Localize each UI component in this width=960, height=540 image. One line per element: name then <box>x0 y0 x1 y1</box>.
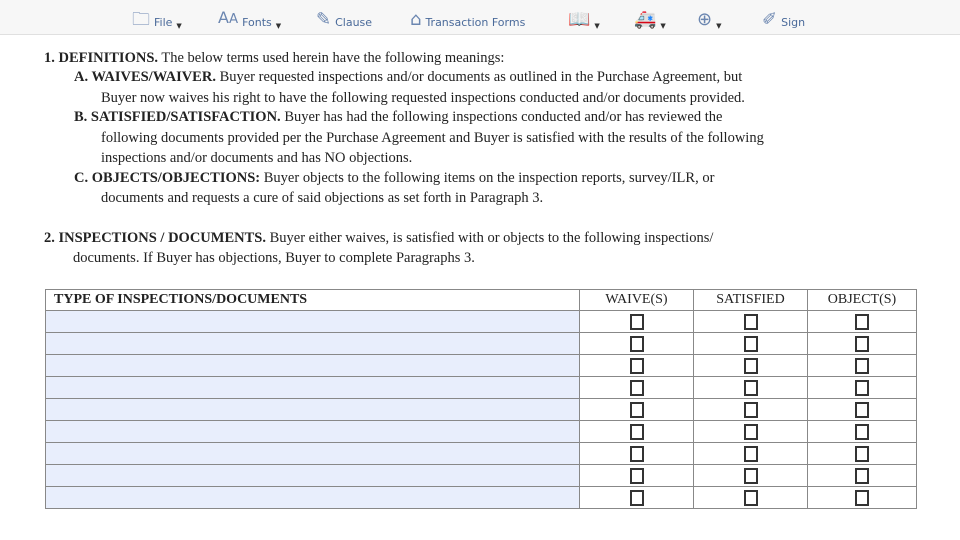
inspection-type-input[interactable] <box>46 399 580 421</box>
ambulance-menu[interactable] <box>634 8 666 30</box>
waive-cell <box>580 377 694 399</box>
header-type: TYPE OF INSPECTIONS/DOCUMENTS <box>46 290 580 311</box>
table-row <box>46 377 917 399</box>
satisfied-cell <box>694 311 808 333</box>
inspection-type-input[interactable] <box>46 443 580 465</box>
object-checkbox[interactable] <box>855 402 869 418</box>
clause-button[interactable]: ✎ Clause <box>316 9 373 30</box>
waive-checkbox[interactable] <box>630 446 644 462</box>
waive-checkbox[interactable] <box>630 314 644 330</box>
definition-a: A. WAIVES/WAIVER. Buyer requested inspections and/or documents as outlined in the Purchase Agreement, but <box>74 69 743 85</box>
folder-icon: 🗀 <box>132 9 150 30</box>
waive-cell <box>580 333 694 355</box>
satisfied-cell <box>694 355 808 377</box>
table-row <box>46 443 917 465</box>
object-cell <box>808 333 917 355</box>
caret-down-icon: ▼ <box>275 22 282 30</box>
table-row <box>46 399 917 421</box>
satisfied-checkbox[interactable] <box>744 336 758 352</box>
object-checkbox[interactable] <box>855 380 869 396</box>
inspections-table <box>45 289 917 509</box>
object-checkbox[interactable] <box>855 336 869 352</box>
header-object: OBJECT(S) <box>808 290 917 311</box>
waive-checkbox[interactable] <box>630 468 644 484</box>
table-row <box>46 487 917 509</box>
file-menu[interactable]: 🗀 File ▼ <box>132 9 182 30</box>
definition-a-line2: Buyer now waives his right to have the following requested inspections conducted and/or documents provided. <box>101 90 745 106</box>
definitions-heading: 1. DEFINITIONS. The below terms used herein have the following meanings: <box>44 50 505 66</box>
object-checkbox[interactable] <box>855 314 869 330</box>
definition-b-line2: following documents provided per the Purchase Agreement and Buyer is satisfied with the results of the following <box>101 130 764 146</box>
waive-checkbox[interactable] <box>630 336 644 352</box>
inspection-type-input[interactable] <box>46 377 580 399</box>
transaction-forms-button[interactable]: ⌂ Transaction Forms <box>410 9 526 30</box>
waive-checkbox[interactable] <box>630 424 644 440</box>
object-checkbox[interactable] <box>855 358 869 374</box>
satisfied-cell <box>694 333 808 355</box>
satisfied-checkbox[interactable] <box>744 358 758 374</box>
inspections-line2: documents. If Buyer has objections, Buyer to complete Paragraphs 3. <box>73 250 475 266</box>
satisfied-cell <box>694 399 808 421</box>
waive-cell <box>580 487 694 509</box>
object-cell <box>808 443 917 465</box>
waive-checkbox[interactable] <box>630 380 644 396</box>
table-row <box>46 311 917 333</box>
toolbar <box>0 0 960 35</box>
waive-cell <box>580 465 694 487</box>
object-cell <box>808 487 917 509</box>
zoom-in-icon: ⊕ <box>697 9 713 30</box>
waive-cell <box>580 399 694 421</box>
object-cell <box>808 377 917 399</box>
font-size-icon: AA <box>218 8 239 27</box>
waive-cell <box>580 443 694 465</box>
waive-checkbox[interactable] <box>630 402 644 418</box>
inspection-type-input[interactable] <box>46 311 580 333</box>
caret-down-icon: ▼ <box>660 22 666 30</box>
table-row <box>46 355 917 377</box>
object-cell <box>808 311 917 333</box>
satisfied-cell <box>694 421 808 443</box>
object-cell <box>808 399 917 421</box>
satisfied-checkbox[interactable] <box>744 468 758 484</box>
inspection-type-input[interactable] <box>46 421 580 443</box>
satisfied-checkbox[interactable] <box>744 380 758 396</box>
inspection-type-input[interactable] <box>46 465 580 487</box>
header-satisfied: SATISFIED <box>694 290 808 311</box>
table-row <box>46 421 917 443</box>
object-checkbox[interactable] <box>855 446 869 462</box>
edit-square-icon: ✎ <box>316 9 332 30</box>
inspection-type-input[interactable] <box>46 333 580 355</box>
pen-icon: ✐ <box>762 9 778 30</box>
book-icon: 📖 <box>568 9 591 30</box>
satisfied-cell <box>694 487 808 509</box>
inspections-heading: 2. INSPECTIONS / DOCUMENTS. Buyer either waives, is satisfied with or objects to the following inspections/ <box>44 230 714 246</box>
ambulance-icon: 🚑 <box>634 9 657 30</box>
waive-checkbox[interactable] <box>630 490 644 506</box>
book-menu[interactable] <box>568 8 600 30</box>
waive-cell <box>580 311 694 333</box>
header-waive: WAIVE(S) <box>580 290 694 311</box>
fonts-menu[interactable]: AA Fonts ▼ <box>218 8 282 30</box>
caret-down-icon: ▼ <box>594 22 600 30</box>
object-checkbox[interactable] <box>855 468 869 484</box>
satisfied-cell <box>694 443 808 465</box>
definition-b-line3: inspections and/or documents and has NO objections. <box>101 150 413 166</box>
object-checkbox[interactable] <box>855 490 869 506</box>
satisfied-checkbox[interactable] <box>744 402 758 418</box>
satisfied-cell <box>694 377 808 399</box>
satisfied-cell <box>694 465 808 487</box>
definition-c: C. OBJECTS/OBJECTIONS: Buyer objects to the following items on the inspection reports, survey/ILR, or <box>74 170 715 186</box>
sign-button[interactable]: ✐ Sign <box>762 9 806 30</box>
definition-b: B. SATISFIED/SATISFACTION. Buyer has had the following inspections conducted and/or has reviewed the <box>74 109 723 125</box>
object-cell <box>808 355 917 377</box>
inspection-type-input[interactable] <box>46 355 580 377</box>
satisfied-checkbox[interactable] <box>744 314 758 330</box>
satisfied-checkbox[interactable] <box>744 424 758 440</box>
table-row <box>46 465 917 487</box>
caret-down-icon: ▼ <box>176 22 182 30</box>
satisfied-checkbox[interactable] <box>744 490 758 506</box>
waive-cell <box>580 355 694 377</box>
home-icon: ⌂ <box>410 9 422 30</box>
definition-c-line2: documents and requests a cure of said objections as set forth in Paragraph 3. <box>101 190 544 206</box>
object-cell <box>808 421 917 443</box>
table-row <box>46 333 917 355</box>
object-cell <box>808 465 917 487</box>
object-checkbox[interactable] <box>855 424 869 440</box>
satisfied-checkbox[interactable] <box>744 446 758 462</box>
caret-down-icon: ▼ <box>716 22 722 30</box>
waive-cell <box>580 421 694 443</box>
inspection-type-input[interactable] <box>46 487 580 509</box>
zoom-menu[interactable] <box>697 8 721 30</box>
waive-checkbox[interactable] <box>630 358 644 374</box>
